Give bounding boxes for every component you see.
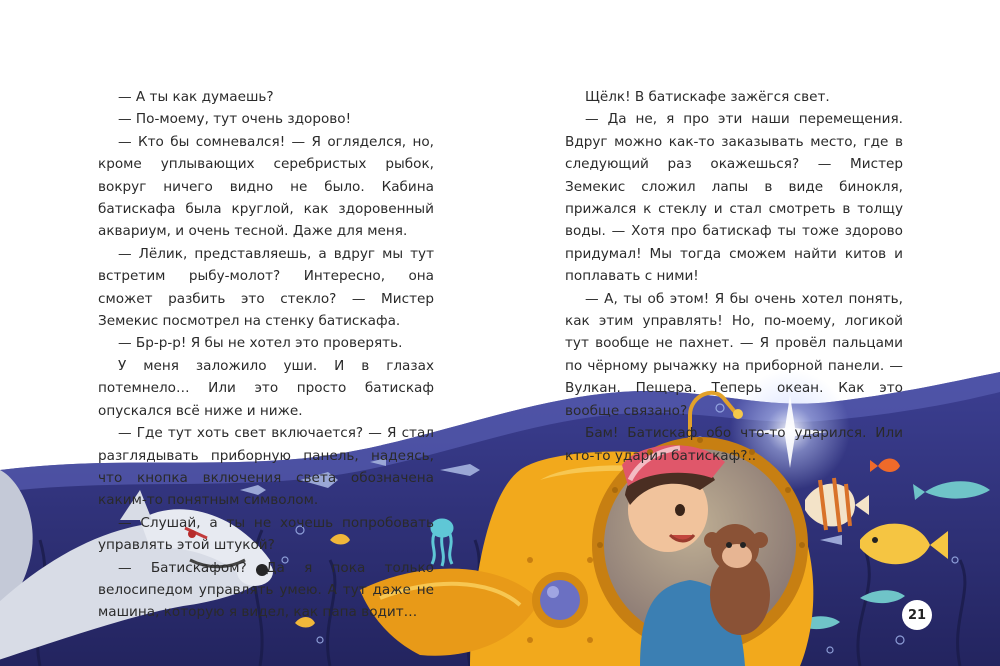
right-text-column: [565, 86, 903, 467]
paragraph: Бам! Батискаф обо что-то ударился. Или кто-то ударил батискаф?..: [565, 425, 903, 464]
left-text-column: [98, 86, 434, 624]
page-number: 21: [902, 600, 932, 630]
paragraph: — Батискафом? Да я пока только велосипедом управлять умею. А тут даже не машина, которую я видел, как папа водит…: [98, 559, 434, 621]
paragraph: Щёлк! В батискафе зажёгся свет.: [585, 89, 830, 105]
paragraph: — Да не, я про эти наши перемещения. Вдруг можно как-то заказывать место, где в следующий раз окажешься? — Мистер Земекис сложил лапы в виде бинокля, прижался к стеклу и стал смотреть в толщу воды. — Хотя про батискаф ты тоже здорово придумал! Мы тогда сможем найти китов и поплавать с ними!: [565, 111, 903, 285]
paragraph: У меня заложило уши. И в глазах потемнело… Или это просто батискаф опускался всё ниже и ниже.: [98, 357, 434, 419]
paragraph: — Кто бы сомневался! — Я огляделся, но, кроме уплывающих серебристых рыбок, вокруг ничего видно не было. Кабина батискафа была круглой, как здоровенный аквариум, и очень тесной. Даже для меня.: [98, 133, 434, 240]
paragraph: — Лёлик, представляешь, а вдруг мы тут встретим рыбу-молот? Интересно, она сможет разбить это стекло? — Мистер Земекис посмотрел на стенку батискафа.: [98, 245, 434, 330]
paragraph: — Бр-р-р! Я бы не хотел это проверять.: [118, 335, 403, 352]
paragraph: — Где тут хоть свет включается? — Я стал разглядывать приборную панель, надеясь, что кнопка включения света обозначена каким-то понятным символом.: [98, 425, 434, 509]
paragraph: — А ты как думаешь?: [118, 89, 274, 105]
paragraph: — Слушай, а ты не хочешь попробовать управлять этой штукой?: [98, 514, 434, 554]
paragraph: — А, ты об этом! Я бы очень хотел понять, как этим управлять! Но, по-моему, логикой тут вообще не пахнет. — Я провёл пальцами по чёрному рычажку на приборной панели. — Вулкан. Пещера. Теперь океан. Как это вообще связано?: [565, 290, 903, 419]
paragraph: — По-моему, тут очень здорово!: [118, 111, 352, 128]
